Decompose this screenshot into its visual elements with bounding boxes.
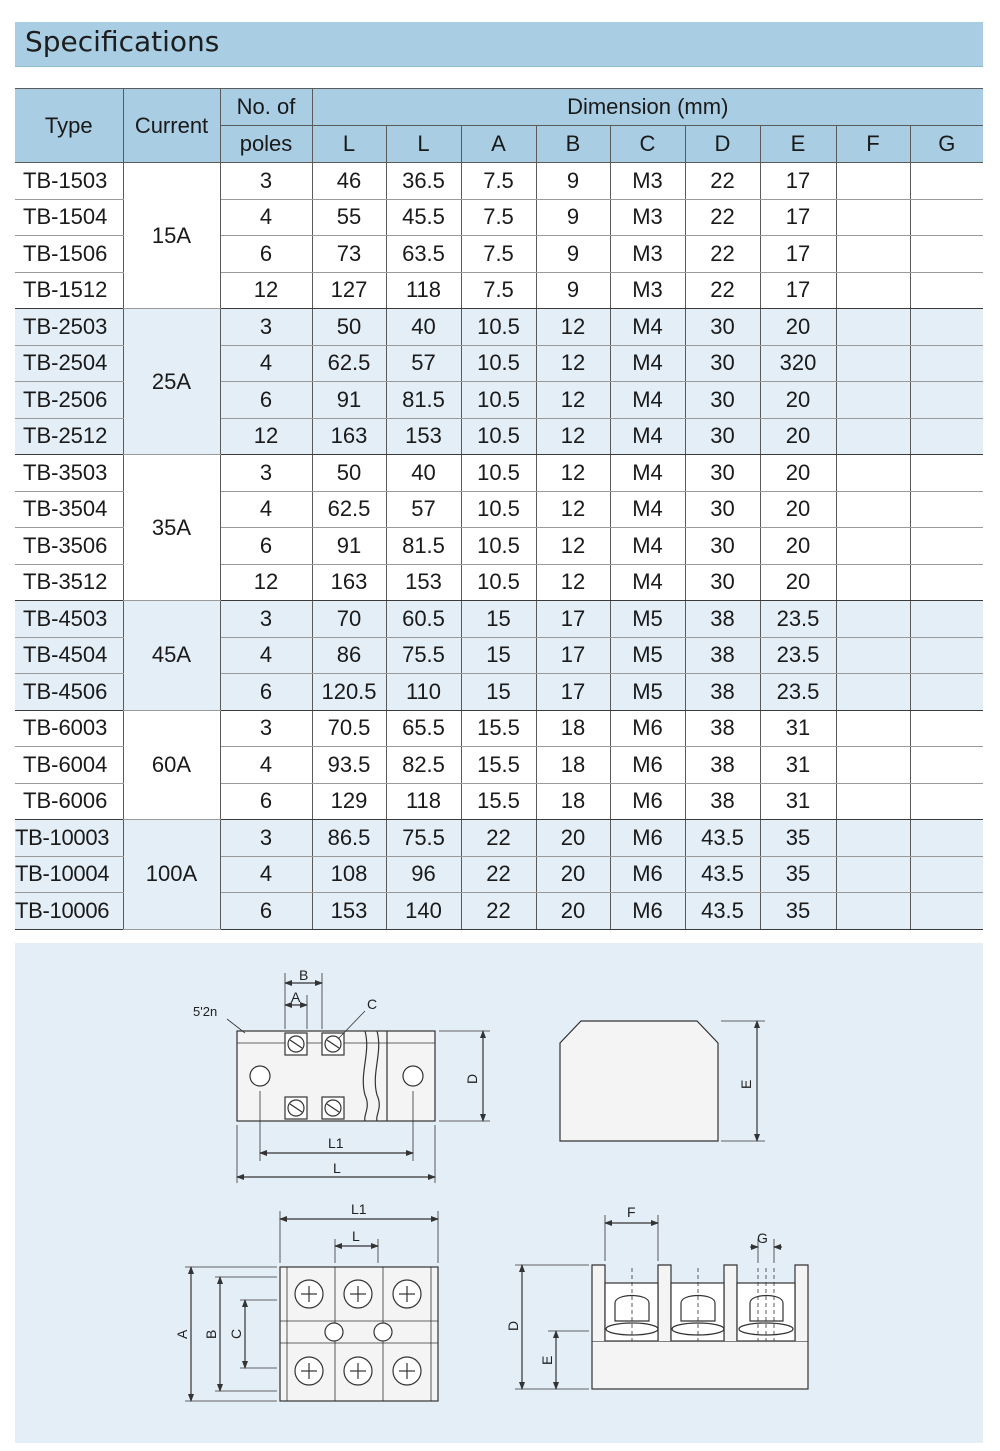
dimension-cell [836,163,910,200]
poles-cell: 3 [220,163,312,200]
dimension-cell: 15 [461,601,536,638]
poles-cell: 6 [220,674,312,711]
dimension-cell: 15.5 [461,783,536,820]
dimension-cell: 23.5 [760,674,836,711]
dimension-cell: 18 [536,747,610,784]
dim-col-header: D [685,126,760,163]
dimension-cell: 30 [685,345,760,382]
dimension-cell: 23.5 [760,601,836,638]
dimension-cell: 91 [312,382,386,419]
dimension-cell: 20 [536,856,610,893]
dimension-cell [910,199,983,236]
dimension-cell: M6 [610,893,685,930]
dimension-cell [836,236,910,273]
type-cell: TB-2504 [15,345,123,382]
dimension-cell: 15 [461,637,536,674]
dimension-cell: 46 [312,163,386,200]
dimension-cell [836,710,910,747]
dimension-cell: 12 [536,491,610,528]
dimension-cell: 17 [536,601,610,638]
dimension-cell: 65.5 [386,710,461,747]
dimension-cell [910,710,983,747]
dimension-cell [836,199,910,236]
dimension-cell: 110 [386,674,461,711]
dimension-cell: 30 [685,491,760,528]
dimension-cell: 57 [386,345,461,382]
dimension-cell: 43.5 [685,820,760,857]
type-cell: TB-3503 [15,455,123,492]
dimension-cell: 17 [536,637,610,674]
dimension-cell: 153 [312,893,386,930]
dimension-cell [910,601,983,638]
dim-col-header: B [536,126,610,163]
dimension-cell: 7.5 [461,236,536,273]
poles-cell: 4 [220,747,312,784]
side-view-label-e: E [738,1079,754,1089]
dimension-cell [836,418,910,455]
dimension-cell: 12 [536,345,610,382]
dimension-cell: 9 [536,163,610,200]
dimension-cell: 91 [312,528,386,565]
table-row [15,710,983,747]
specifications-table [15,88,983,930]
dimension-cell: M6 [610,747,685,784]
dimension-cell: 20 [760,528,836,565]
poles-cell: 4 [220,491,312,528]
dimension-cell: 15 [461,674,536,711]
dimension-cell [836,601,910,638]
dimension-cell: 153 [386,418,461,455]
poles-cell: 3 [220,309,312,346]
dimension-cell: 9 [536,236,610,273]
dimension-cell: 96 [386,856,461,893]
dimension-cell: 50 [312,455,386,492]
poles-cell: 3 [220,710,312,747]
dimension-cell: 22 [461,893,536,930]
poles-cell: 6 [220,528,312,565]
top-view-label-a: A [291,989,301,1005]
dim-col-header: G [910,126,983,163]
dimension-cell [910,637,983,674]
dimension-cell [910,345,983,382]
dimension-cell: 17 [760,163,836,200]
dimension-cell: 20 [536,893,610,930]
poles-cell: 6 [220,382,312,419]
dimension-cell: 7.5 [461,199,536,236]
dimension-cell: 10.5 [461,455,536,492]
dimension-cell: 57 [386,491,461,528]
dimension-cell: 10.5 [461,491,536,528]
dimension-cell: M4 [610,382,685,419]
dimension-cell: 35 [760,856,836,893]
type-cell: TB-10004 [15,856,123,893]
type-cell: TB-6006 [15,783,123,820]
type-cell: TB-2503 [15,309,123,346]
dimension-cell: M3 [610,199,685,236]
dimension-cell: 35 [760,893,836,930]
front-view-label-f: F [627,1204,636,1220]
section-title: Specifications [25,25,220,58]
top-view-label-l: L [333,1160,341,1176]
dimension-cell [836,309,910,346]
front-view-label-d: D [505,1320,521,1331]
dimension-cell: 9 [536,272,610,309]
dimension-cell: 140 [386,893,461,930]
dim-col-header: C [610,126,685,163]
dimension-cell: M6 [610,783,685,820]
dimension-cell: 10.5 [461,345,536,382]
dimension-cell: 12 [536,564,610,601]
poles-cell: 4 [220,199,312,236]
dimension-cell: M4 [610,345,685,382]
poles-cell: 12 [220,272,312,309]
dimension-cell: M3 [610,236,685,273]
dimension-cell: 38 [685,674,760,711]
dimension-cell: 17 [760,236,836,273]
dimension-cell: M5 [610,637,685,674]
dimension-cell: 20 [760,382,836,419]
table-row [15,601,983,638]
dimension-cell: 93.5 [312,747,386,784]
dimension-cell: 10.5 [461,564,536,601]
dimension-cell: 20 [760,491,836,528]
dimension-cell: 12 [536,418,610,455]
current-cell: 25A [123,309,220,455]
dimension-cell: 75.5 [386,637,461,674]
dimension-cell: 86.5 [312,820,386,857]
dimension-cell [836,893,910,930]
type-cell: TB-1512 [15,272,123,309]
poles-header-line1: No. of [220,89,312,126]
dimension-cell [910,382,983,419]
dimension-cell: 18 [536,783,610,820]
dimension-cell: 63.5 [386,236,461,273]
dimension-cell: 127 [312,272,386,309]
dimension-cell: 7.5 [461,163,536,200]
dimension-cell: 118 [386,272,461,309]
current-cell: 100A [123,820,220,930]
current-cell: 45A [123,601,220,711]
dimension-cell [910,856,983,893]
dimension-cell: 38 [685,747,760,784]
section-title-bar [15,22,983,67]
dimension-cell [910,674,983,711]
dimension-cell [836,491,910,528]
dimension-cell: 22 [461,856,536,893]
dim-col-header: L [312,126,386,163]
dimension-cell: 23.5 [760,637,836,674]
dimension-cell: 108 [312,856,386,893]
top-view-label-d: D [464,1073,480,1084]
dimension-cell: 82.5 [386,747,461,784]
dimension-cell: 129 [312,783,386,820]
dimension-cell: 70 [312,601,386,638]
dimension-cell: 9 [536,199,610,236]
dimension-cell [836,564,910,601]
type-cell: TB-1506 [15,236,123,273]
type-cell: TB-3506 [15,528,123,565]
type-header: Type [15,89,123,163]
dimension-cell: M5 [610,601,685,638]
dimension-cell [910,236,983,273]
current-cell: 15A [123,163,220,309]
dimension-cell: 45.5 [386,199,461,236]
table-row [15,309,983,346]
dimension-cell: 320 [760,345,836,382]
dimension-cell: 17 [760,272,836,309]
type-cell: TB-6003 [15,710,123,747]
dimension-cell: 40 [386,309,461,346]
dimension-cell: 70.5 [312,710,386,747]
dimension-cell: 118 [386,783,461,820]
dimension-cell: 35 [760,820,836,857]
dim-col-header: L [386,126,461,163]
dimension-cell: 10.5 [461,382,536,419]
dimension-cell: 31 [760,783,836,820]
plan-view-label-a: A [174,1329,190,1339]
current-cell: 35A [123,455,220,601]
plan-view-label-l1: L1 [351,1201,367,1217]
dimension-cell: 50 [312,309,386,346]
specifications-table-body [15,163,983,930]
dimension-cell: 17 [536,674,610,711]
dimension-cell: 22 [685,163,760,200]
dimension-cell: 36.5 [386,163,461,200]
dimension-cell: 30 [685,418,760,455]
dimension-cell: 10.5 [461,418,536,455]
dimension-cell: M4 [610,309,685,346]
type-cell: TB-2506 [15,382,123,419]
dimension-cell [910,820,983,857]
dimension-cell [836,272,910,309]
type-cell: TB-10006 [15,893,123,930]
dimension-cell [910,455,983,492]
dimension-cell [836,382,910,419]
dimension-cell: 30 [685,382,760,419]
dimension-cell: 38 [685,710,760,747]
dimension-cell [910,163,983,200]
plan-view-label-b: B [203,1329,219,1339]
dimension-cell [910,418,983,455]
dimension-cell: 40 [386,455,461,492]
dimension-cell [836,674,910,711]
poles-cell: 6 [220,893,312,930]
plan-view-label-c: C [228,1328,244,1339]
dimension-cell [910,491,983,528]
front-view-label-e: E [539,1355,555,1365]
dimension-cell: 18 [536,710,610,747]
type-cell: TB-3504 [15,491,123,528]
poles-cell: 4 [220,637,312,674]
type-cell: TB-4504 [15,637,123,674]
dimension-cell: 43.5 [685,856,760,893]
dimension-cell: 20 [536,820,610,857]
type-cell: TB-2512 [15,418,123,455]
top-view-label-b: B [299,967,309,983]
current-header: Current [123,89,220,163]
dimension-cell: 163 [312,564,386,601]
dimension-header: Dimension (mm) [312,89,983,126]
dim-col-header: E [760,126,836,163]
dimension-cell: M3 [610,163,685,200]
dimension-cell: 62.5 [312,491,386,528]
dimension-cell [836,783,910,820]
dimension-cell: M5 [610,674,685,711]
dimension-cell: 62.5 [312,345,386,382]
top-view-label-l1: L1 [328,1135,344,1151]
poles-cell: 6 [220,236,312,273]
dimension-cell: 55 [312,199,386,236]
dimension-cell: M4 [610,491,685,528]
dimension-cell: 30 [685,528,760,565]
dimension-cell: M6 [610,710,685,747]
dimension-cell: 12 [536,528,610,565]
dimension-cell: 38 [685,601,760,638]
poles-cell: 3 [220,820,312,857]
dimension-cell [910,747,983,784]
dimension-cell: 22 [461,820,536,857]
dimension-cell: 86 [312,637,386,674]
dimension-cell: M3 [610,272,685,309]
dimension-drawings [15,943,983,1443]
dimension-drawings-panel [15,943,983,1443]
top-view-label-screw: 5'2n [193,1004,218,1019]
dimension-cell: M6 [610,856,685,893]
dimension-cell [910,272,983,309]
poles-cell: 3 [220,455,312,492]
dimension-cell: 22 [685,272,760,309]
dim-col-header: A [461,126,536,163]
dimension-cell [836,856,910,893]
dimension-cell: 15.5 [461,710,536,747]
dimension-cell: 81.5 [386,382,461,419]
poles-header-line2: poles [220,126,312,163]
dimension-cell: 75.5 [386,820,461,857]
poles-cell: 3 [220,601,312,638]
poles-cell: 12 [220,418,312,455]
dimension-cell: 31 [760,710,836,747]
dimension-cell: 20 [760,564,836,601]
dimension-cell: 22 [685,236,760,273]
dimension-cell: 30 [685,564,760,601]
type-cell: TB-4506 [15,674,123,711]
dimension-cell: 30 [685,309,760,346]
dimension-cell [836,820,910,857]
dimension-cell: 10.5 [461,309,536,346]
dimension-cell: 10.5 [461,528,536,565]
dimension-cell [836,345,910,382]
dimension-cell: 73 [312,236,386,273]
dimension-cell [836,637,910,674]
dimension-cell: 20 [760,309,836,346]
dimension-cell: 163 [312,418,386,455]
dimension-cell: 12 [536,309,610,346]
dimension-cell: 30 [685,455,760,492]
plan-view-label-l: L [352,1228,360,1244]
dimension-cell: 15.5 [461,747,536,784]
dimension-cell: M4 [610,418,685,455]
dimension-cell [910,783,983,820]
poles-cell: 4 [220,345,312,382]
current-cell: 60A [123,710,220,820]
dimension-cell: 22 [685,199,760,236]
dimension-cell: 120.5 [312,674,386,711]
dimension-cell: 12 [536,382,610,419]
type-cell: TB-10003 [15,820,123,857]
dimension-cell: 38 [685,783,760,820]
dimension-cell [836,528,910,565]
dimension-cell: 7.5 [461,272,536,309]
table-row [15,455,983,492]
dimension-cell [910,893,983,930]
dimension-cell: M4 [610,528,685,565]
dimension-cell: 60.5 [386,601,461,638]
dimension-cell [910,564,983,601]
dimension-cell: 12 [536,455,610,492]
dimension-cell: M6 [610,820,685,857]
dimension-cell [836,455,910,492]
dimension-cell [910,528,983,565]
front-view-label-g: G [757,1230,768,1246]
dimension-cell [910,309,983,346]
dim-col-header: F [836,126,910,163]
dimension-cell: 38 [685,637,760,674]
type-cell: TB-1504 [15,199,123,236]
dimension-cell [836,747,910,784]
poles-cell: 12 [220,564,312,601]
dimension-cell: 17 [760,199,836,236]
table-row [15,163,983,200]
type-cell: TB-3512 [15,564,123,601]
top-view-label-c: C [367,996,378,1012]
type-cell: TB-1503 [15,163,123,200]
dimension-cell: 81.5 [386,528,461,565]
dimension-cell: 20 [760,418,836,455]
dimension-cell: 20 [760,455,836,492]
type-cell: TB-6004 [15,747,123,784]
dimension-cell: 31 [760,747,836,784]
table-row [15,820,983,857]
poles-cell: 4 [220,856,312,893]
type-cell: TB-4503 [15,601,123,638]
poles-cell: 6 [220,783,312,820]
dimension-cell: 43.5 [685,893,760,930]
dimension-cell: 153 [386,564,461,601]
dimension-cell: M4 [610,564,685,601]
dimension-cell: M4 [610,455,685,492]
